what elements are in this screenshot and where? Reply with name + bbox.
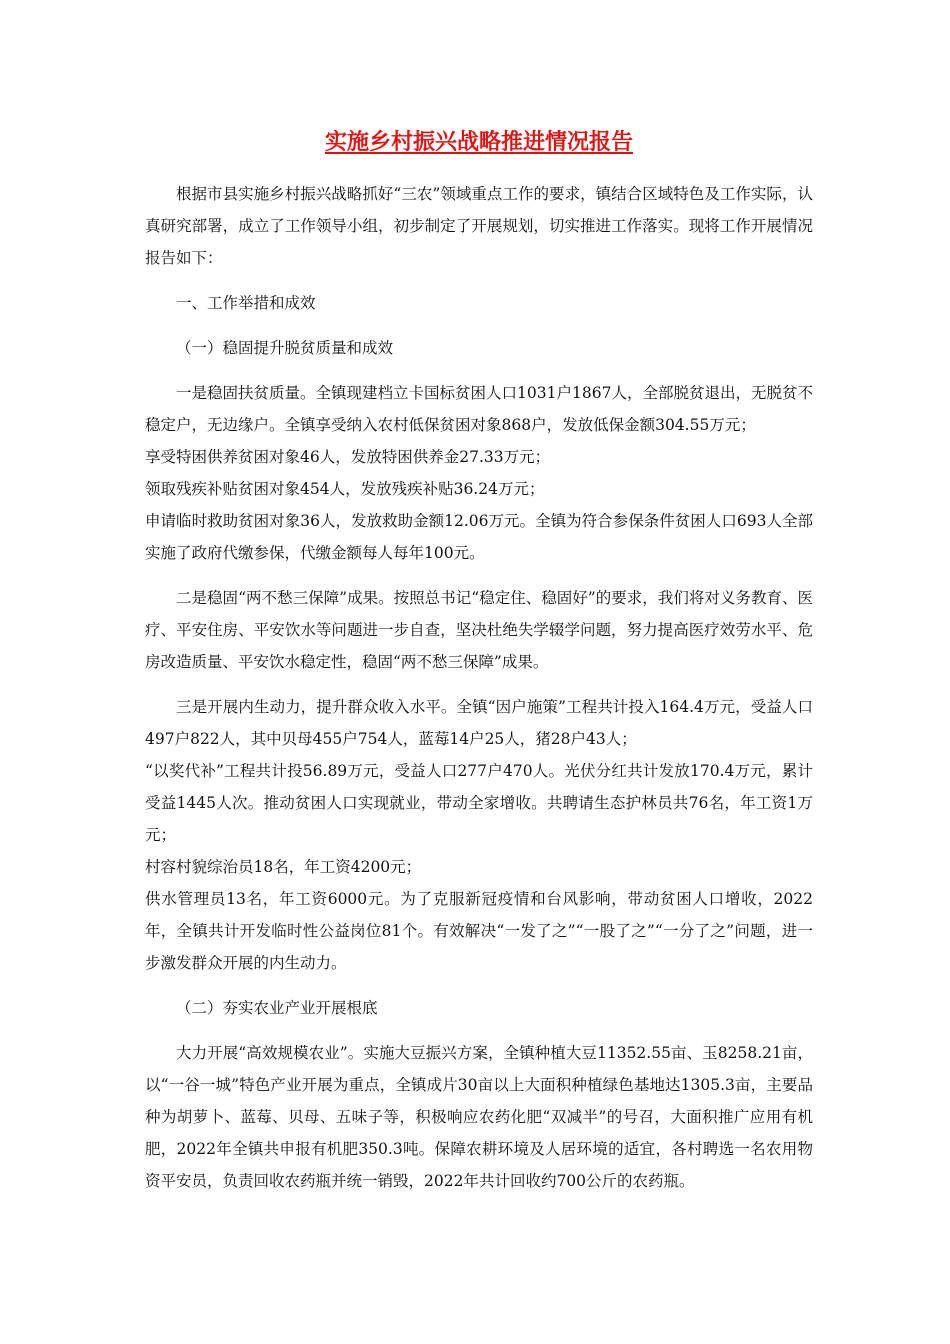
intro-paragraph: 根据市县实施乡村振兴战略抓好“三农”领域重点工作的要求，镇结合区域特色及工作实际，认真研究部署，成立了工作领导小组，初步制定了开展规划，切实推进工作落实。现将工作开展情况报告如下： <box>145 185 813 267</box>
section-heading-1: 一、工作举措和成效 <box>176 294 316 312</box>
subsection-heading-1: （一）稳固提升脱贫质量和成效 <box>176 339 394 357</box>
paragraph-3a: 三是开展内生动力，提升群众收入水平。全镇“因户施策”工程共计投入164.4万元，受益人口497户822人，其中贝母455户754人，蓝莓14户25人，猪28户43人； <box>145 698 813 748</box>
paragraph-3b: “以奖代补”工程共计投56.89万元，受益人口277户470人。光伏分红共计发放170.4万元，累计受益1445人次。推动贫困人口实现就业，带动全家增收。共聘请生态护林员共76名，年工资1万元； <box>145 762 813 844</box>
paragraph-1c: 领取残疾补贴贫困对象454人，发放残疾补贴36.24万元； <box>145 480 545 498</box>
page-title: 实施乡村振兴战略推进情况报告 <box>324 130 633 155</box>
paragraph-2: 二是稳固“两不愁三保障”成果。按照总书记“稳定住、稳固好”的要求，我们将对义务教育、医疗、平安住房、平安饮水等问题进一步自查，坚决杜绝失学辍学问题，努力提高医疗效劳水平、危房改造质量、平安饮水稳定性，稳固“两不愁三保障”成果。 <box>145 589 813 671</box>
paragraph-1b: 享受特困供养贫困对象46人，发放特困供养金27.33万元； <box>145 448 551 466</box>
paragraph-3c: 村容村貌综治员18名，年工资4200元； <box>145 858 422 876</box>
document-page <box>145 128 813 1197</box>
paragraph-3d: 供水管理员13名，年工资6000元。为了克服新冠疫情和台风影响，带动贫困人口增收，2022年，全镇共计开发临时性公益岗位81个。有效解决“一发了之”“一股了之”“一分了之”问题，进一步激发群众开展的内生动力。 <box>145 890 813 972</box>
paragraph-1a: 一是稳固扶贫质量。全镇现建档立卡国标贫困人口1031户1867人，全部脱贫退出，无脱贫不稳定户，无边缘户。全镇享受纳入农村低保贫困对象868户，发放低保金额304.55万元； <box>145 384 813 434</box>
paragraph-1d: 申请临时救助贫困对象36人，发放救助金额12.06万元。全镇为符合参保条件贫困人口693人全部实施了政府代缴参保，代缴金额每人每年100元。 <box>145 512 813 562</box>
subsection-heading-2: （二）夯实农业产业开展根底 <box>176 999 378 1017</box>
paragraph-4: 大力开展“高效规模农业”。实施大豆振兴方案，全镇种植大豆11352.55亩、玉8258.21亩，以“一谷一城”特色产业开展为重点，全镇成片30亩以上大面积种植绿色基地达1305.3亩，主要品种为胡萝卜、蓝莓、贝母、五味子等，积极响应农药化肥“双减半”的号召，大面积推广应用有机肥，2022年全镇共申报有机肥350.3吨。保障农耕环境及人居环境的适宜，各村聘选一名农用物资平安员，负责回收农药瓶并统一销毁，2022年共计回收约700公斤的农药瓶。 <box>145 1044 813 1190</box>
